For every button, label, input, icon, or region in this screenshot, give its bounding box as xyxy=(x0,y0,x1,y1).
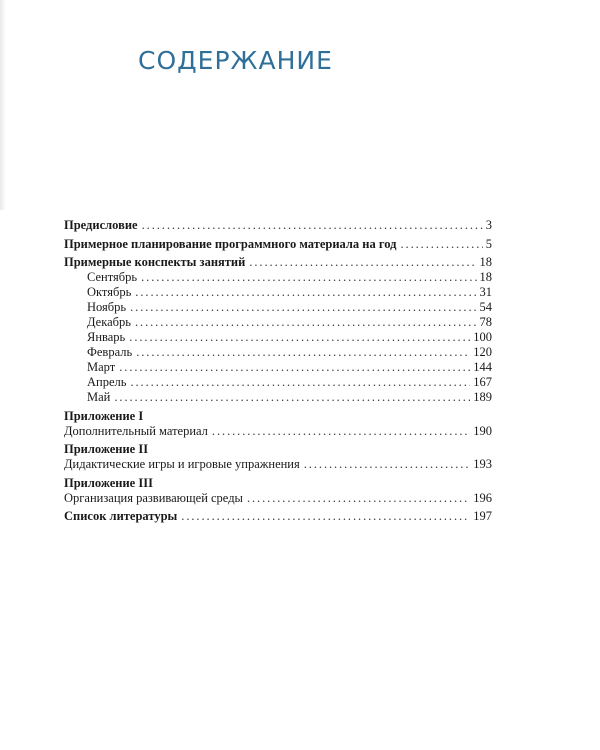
dot-leader xyxy=(135,315,477,330)
toc-entry-appendix-2[interactable] xyxy=(64,457,492,472)
toc-entry-label: Февраль xyxy=(87,345,133,359)
toc-section-appendix-2: Приложение II xyxy=(64,442,149,456)
dot-leader xyxy=(212,424,470,439)
toc-page-number: 18 xyxy=(479,270,492,284)
toc-page-number: 3 xyxy=(485,218,492,232)
table-of-contents xyxy=(64,218,492,524)
dot-leader xyxy=(114,390,470,405)
dot-leader xyxy=(135,285,476,300)
toc-entry-label: Ноябрь xyxy=(87,300,127,314)
toc-page-number: 100 xyxy=(473,330,492,344)
toc-entry-appendix-1[interactable] xyxy=(64,424,492,439)
toc-page-number: 197 xyxy=(473,509,492,523)
toc-entry-label: Сентябрь xyxy=(87,270,138,284)
dot-leader xyxy=(142,218,483,233)
toc-section-appendix-1: Приложение I xyxy=(64,408,144,423)
toc-page-number: 18 xyxy=(479,255,492,269)
toc-page-number: 144 xyxy=(473,360,492,374)
toc-entry-label: Дидактические игры и игровые упражнения xyxy=(64,457,300,471)
dot-leader xyxy=(130,300,476,315)
toc-entry-label: Январь xyxy=(87,330,126,344)
dot-leader xyxy=(249,255,476,270)
toc-entry-outlines[interactable] xyxy=(64,255,492,270)
dot-leader xyxy=(130,375,470,390)
toc-entry-label: Май xyxy=(87,390,111,404)
toc-entry-preface[interactable] xyxy=(64,218,492,233)
toc-page-number: 167 xyxy=(473,375,492,389)
toc-page-number: 54 xyxy=(479,300,492,314)
toc-entry-label: Примерные конспекты занятий xyxy=(64,255,246,269)
toc-entry-label: Апрель xyxy=(87,375,127,389)
dot-leader xyxy=(141,270,476,285)
toc-entry-label: Декабрь xyxy=(87,315,131,329)
toc-entry-month[interactable] xyxy=(64,360,492,375)
dot-leader xyxy=(304,457,471,472)
dot-leader xyxy=(136,345,470,360)
toc-entry-label: Октябрь xyxy=(87,285,132,299)
toc-entry-month[interactable] xyxy=(64,345,492,360)
toc-page-number: 120 xyxy=(473,345,492,359)
toc-section-appendix-3: Приложение III xyxy=(64,475,153,490)
dot-leader xyxy=(181,509,470,524)
toc-entry-month[interactable] xyxy=(64,390,492,405)
toc-entry-label: Организация развивающей среды xyxy=(64,490,243,505)
toc-page-number: 196 xyxy=(473,490,492,505)
toc-page-number: 193 xyxy=(473,457,492,471)
toc-entry-month[interactable] xyxy=(64,285,492,300)
toc-entry-month[interactable] xyxy=(64,375,492,390)
toc-entry-label: Список литературы xyxy=(64,509,178,523)
toc-page-number: 190 xyxy=(473,423,492,438)
dot-leader xyxy=(119,360,470,375)
toc-entry-appendix-3[interactable] xyxy=(64,491,492,506)
toc-entry-month[interactable] xyxy=(64,315,492,330)
toc-entry-label: Март xyxy=(87,360,116,374)
toc-entry-label: Предисловие xyxy=(64,218,138,232)
toc-entry-month[interactable] xyxy=(64,330,492,345)
toc-entry-label: Дополнительный материал xyxy=(64,423,208,438)
dot-leader xyxy=(129,330,470,345)
page-edge-shadow xyxy=(0,0,6,210)
toc-entry-planning[interactable] xyxy=(64,237,492,252)
toc-page-number: 5 xyxy=(485,236,492,251)
dot-leader xyxy=(247,491,470,506)
toc-entry-label: Примерное планирование программного материала на год xyxy=(64,236,397,251)
page-title: СОДЕРЖАНИЕ xyxy=(138,46,333,75)
toc-page-number: 189 xyxy=(473,390,492,404)
toc-page-number: 78 xyxy=(479,315,492,329)
toc-entry-references[interactable] xyxy=(64,509,492,524)
toc-page-number: 31 xyxy=(479,285,492,299)
toc-entry-month[interactable] xyxy=(64,270,492,285)
toc-entry-month[interactable] xyxy=(64,300,492,315)
dot-leader xyxy=(400,237,482,252)
